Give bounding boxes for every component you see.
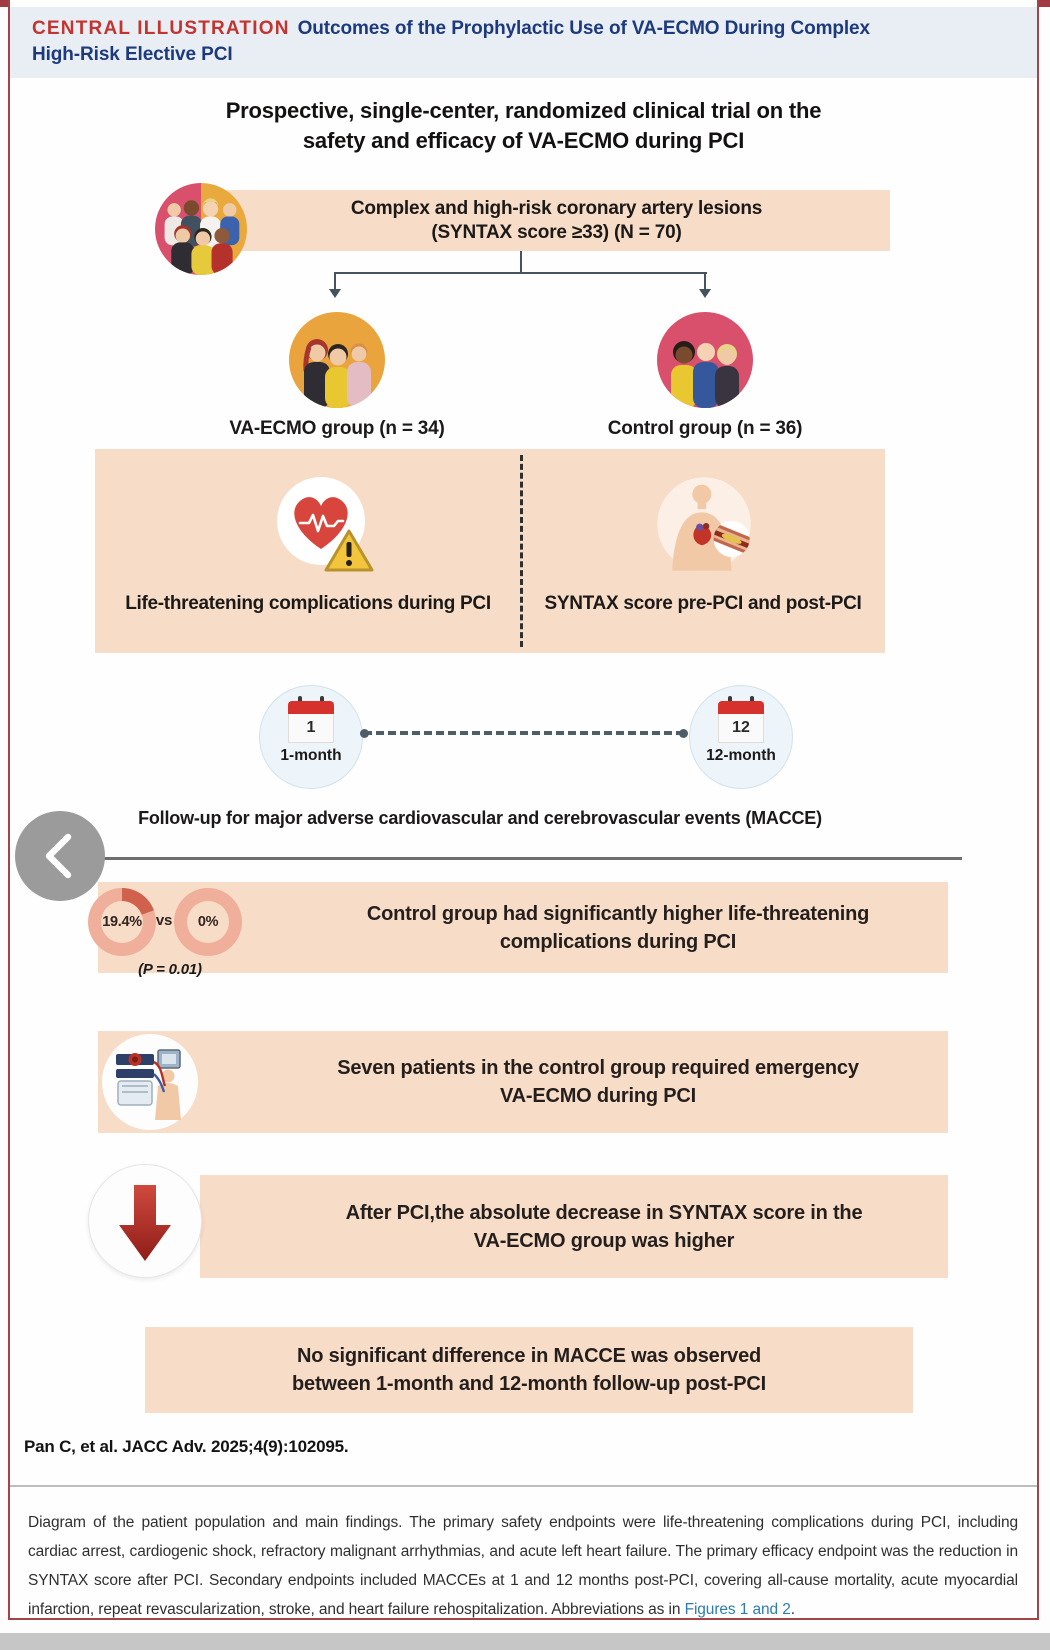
people-group-icon: [155, 183, 247, 275]
caption-body: Diagram of the patient population and main findings. The primary safety endpoints were life-threatening complications during PCI, including cardiac arrest, cardiogenic shock, refractory malignant arrhythmias, and acute left heart failure. The primary efficacy endpoint was the reduction in SYNTAX score after PCI. Secondary endpoints included MACCEs at 1 and 12 months post-PCI, covering all-cause mortality, acute myocardial infarction, repeat revascularization, stroke, and heart failure rehospitalization. Abbreviations as in: [28, 1513, 1018, 1618]
calendar-header: [288, 701, 334, 714]
down-arrow-icon: [89, 1165, 201, 1277]
flow-connector-stem: [520, 251, 522, 273]
calendar-icon: [288, 701, 334, 743]
chevron-left-icon: [15, 811, 105, 901]
people-group-icon: [657, 312, 753, 408]
endpoints-box: [95, 449, 885, 653]
population-line2: (SYNTAX score ≥33) (N = 70): [431, 222, 682, 243]
result-row-emergency-ecmo: [98, 1031, 948, 1133]
followup-1-month-label: 1-month: [280, 747, 342, 764]
central-illustration-figure: [8, 0, 1039, 1620]
trial-title-line2: safety and efficacy of VA-ECMO during PCI: [302, 128, 745, 153]
torso-artery-icon: [653, 473, 755, 575]
followup-12-month-label: 12-month: [706, 747, 776, 764]
people-group-icon: [289, 312, 385, 408]
result-row-syntax-decrease: [200, 1175, 948, 1278]
control-group-people-icon: [657, 312, 753, 408]
section-divider: [90, 857, 962, 860]
flow-connector-right: [704, 272, 706, 289]
arrow-down-icon: [329, 289, 341, 298]
caption-divider: [10, 1485, 1037, 1487]
followup-caption: Follow-up for major adverse cardiovascular and cerebrovascular events (MACCE): [138, 808, 822, 828]
result-4-line2: between 1-month and 12-month follow-up post-PCI: [292, 1373, 766, 1395]
ecmo-machine-icon: [102, 1034, 198, 1130]
safety-endpoint-caption: Life-threatening complications during PCI: [125, 593, 491, 614]
control-group-label: Control group (n = 36): [607, 418, 803, 439]
calendar-icon: [718, 701, 764, 743]
trial-title-line1: Prospective, single-center, randomized clinical trial on the: [225, 98, 822, 123]
donut-value-vaecmo: 0%: [197, 914, 219, 930]
central-illustration-label: CENTRAL ILLUSTRATION: [32, 18, 290, 39]
figure-header-title: Outcomes of the Prophylactic Use of VA-ECMO During Complex High-Risk Elective PCI: [32, 18, 870, 65]
calendar-number: 1: [288, 714, 334, 743]
population-box: [223, 190, 890, 251]
efficacy-endpoint-caption: SYNTAX score pre-PCI and post-PCI: [544, 593, 862, 614]
timeline-dot: [679, 729, 688, 738]
donut-value-control: 19.4%: [102, 914, 142, 930]
figure-caption: [28, 1508, 1018, 1624]
result-row-macce: [145, 1327, 913, 1413]
result-row-complications: [98, 882, 948, 978]
heart-ecg-warning-icon: [273, 473, 375, 575]
population-people-icon: [155, 183, 247, 275]
caption-suffix: .: [790, 1600, 796, 1618]
page-bottom-strip: [0, 1633, 1050, 1650]
population-line1: Complex and high-risk coronary artery lesions: [350, 198, 763, 219]
result-3-line1: After PCI,the absolute decrease in SYNTAX score in the: [345, 1201, 863, 1224]
p-value: (P = 0.01): [138, 961, 202, 978]
flow-connector-left: [334, 272, 336, 289]
heart-ecg-icon: [273, 473, 375, 575]
result-2-line1: Seven patients in the control group required emergency: [337, 1057, 859, 1079]
citation: Pan C, et al. JACC Adv. 2025;4(9):102095.: [24, 1437, 349, 1456]
vs-label: vs: [155, 912, 173, 929]
result-4-line1: No significant difference in MACCE was observed: [296, 1345, 762, 1367]
calendar-number: 12: [718, 714, 764, 743]
down-arrow-icon: [88, 1164, 202, 1278]
calendar-header: [718, 701, 764, 714]
timeline-dot: [360, 729, 369, 738]
result-1-line2: complications during PCI: [499, 930, 737, 953]
figure-header: [10, 7, 1037, 78]
previous-figure-button[interactable]: [15, 811, 105, 901]
timeline-dashed-connector: [364, 731, 684, 735]
followup-1-month: [259, 685, 363, 789]
vaecmo-group-label: VA-ECMO group (n = 34): [229, 418, 445, 439]
ecmo-machine-icon: [102, 1034, 198, 1130]
flow-connector-branch: [335, 272, 707, 274]
result-1-line1: Control group had significantly higher life-threatening: [366, 902, 870, 925]
torso-artery-icon: [653, 473, 755, 575]
donut-chart-vaecmo: [174, 888, 242, 956]
result-3-line2: VA-ECMO group was higher: [473, 1229, 735, 1252]
followup-12-month: [689, 685, 793, 789]
vaecmo-group-people-icon: [289, 312, 385, 408]
arrow-down-icon: [699, 289, 711, 298]
trial-title: [10, 96, 1037, 156]
figures-1-and-2-link[interactable]: Figures 1 and 2: [684, 1600, 791, 1618]
result-2-line2: VA-ECMO during PCI: [499, 1085, 697, 1107]
